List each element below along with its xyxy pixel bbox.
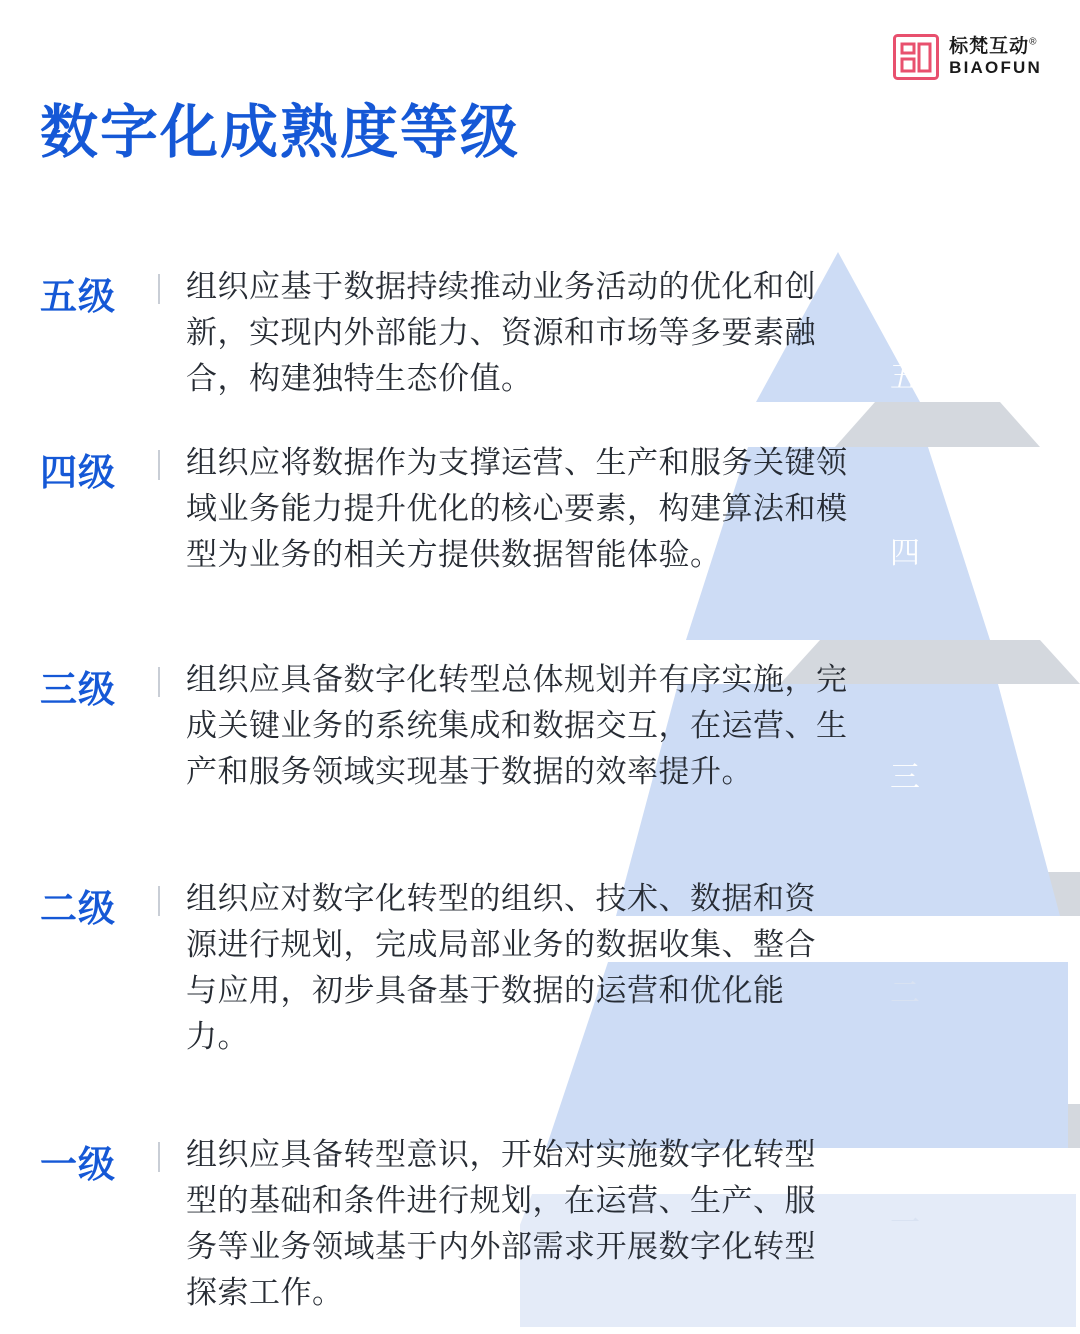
pyramid-tier-4-mark: 四 [890, 537, 922, 570]
level-label: 五级 [40, 276, 116, 317]
pyramid-tier-1-mark: 一 [890, 1207, 922, 1240]
maturity-level-row-3 [40, 657, 854, 795]
level-label: 一级 [40, 1144, 116, 1185]
level-description: 组织应对数字化转型的组织、技术、数据和资源进行规划，完成局部业务的数据收集、整合与应用，初步具备基于数据的运营和优化能力。 [186, 881, 816, 1054]
brand-name-cn: 标梵互动® [949, 36, 1038, 58]
level-description: 组织应具备数字化转型总体规划并有序实施，完成关键业务的系统集成和数据交互，在运营、生产和服务领域实现基于数据的效率提升。 [186, 662, 848, 789]
brand-name-en: BIAOFUN [949, 58, 1042, 78]
level-description: 组织应将数据作为支撑运营、生产和服务关键领域业务能力提升优化的核心要素，构建算法和模型为业务的相关方提供数据智能体验。 [186, 445, 848, 572]
maturity-level-row-4 [40, 440, 854, 578]
level-description: 组织应基于数据持续推动业务活动的优化和创新，实现内外部能力、资源和市场等多要素融合，构建独特生态价值。 [186, 269, 816, 396]
row-divider [158, 274, 160, 304]
pyramid-tier-2-mark: 二 [890, 977, 922, 1010]
row-divider [158, 667, 160, 697]
level-description: 组织应具备转型意识，开始对实施数字化转型型的基础和条件进行规划，在运营、生产、服务等业务领域基于内外部需求开展数字化转型探索工作。 [186, 1137, 816, 1310]
pyramid-tier-3-mark: 三 [890, 761, 922, 794]
level-label: 三级 [40, 669, 116, 710]
level-label: 四级 [40, 452, 116, 493]
maturity-level-row-1 [40, 1132, 846, 1316]
page-title: 数字化成熟度等级 [40, 100, 521, 165]
row-divider [158, 886, 160, 916]
maturity-level-row-2 [40, 876, 846, 1060]
level-label: 二级 [40, 888, 116, 929]
maturity-level-row-5 [40, 264, 854, 402]
row-divider [158, 450, 160, 480]
row-divider [158, 1142, 160, 1172]
pyramid-tier-5-mark: 五 [890, 361, 922, 394]
